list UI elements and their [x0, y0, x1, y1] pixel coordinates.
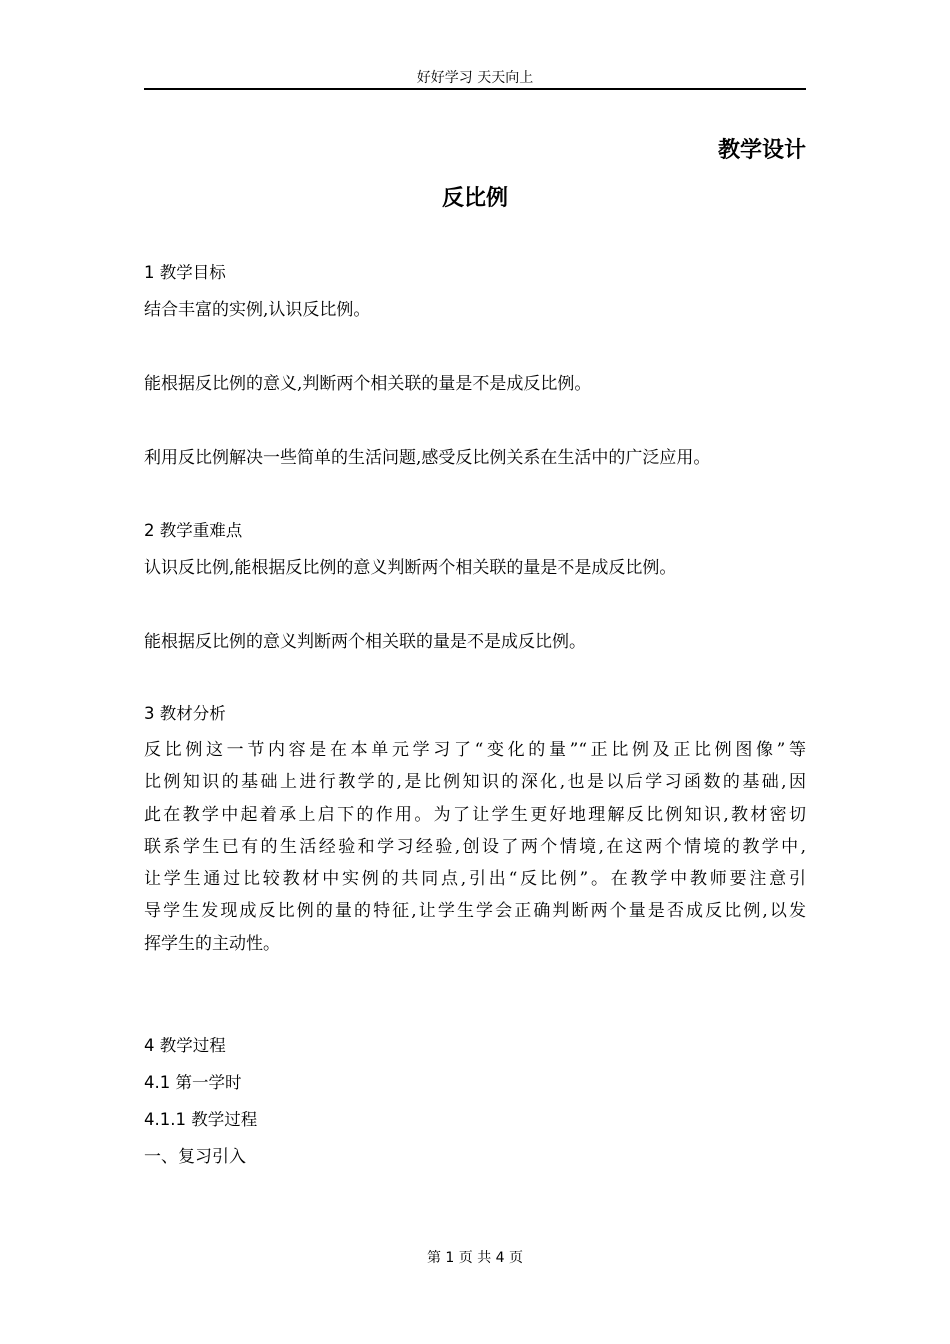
analysis-line: 联系学生已有的生活经验和学习经验,创设了两个情境,在这两个情境的教学中,	[144, 836, 806, 857]
subsection-heading-process: 4.1.1 教学过程	[144, 1110, 258, 1129]
analysis-line: 反比例这一节内容是在本单元学习了“变化的量”“正比例及正比例图像”等	[144, 740, 806, 760]
analysis-line: 比例知识的基础上进行教学的,是比例知识的深化,也是以后学习函数的基础,因	[144, 772, 806, 793]
goal-item: 能根据反比例的意义,判断两个相关联的量是不是成反比例。	[144, 374, 592, 394]
key-point-item: 认识反比例,能根据反比例的意义判断两个相关联的量是不是成反比例。	[144, 558, 677, 578]
page-number-footer: 第 1 页 共 4 页	[426, 1250, 524, 1266]
key-point-item: 能根据反比例的意义判断两个相关联的量是不是成反比例。	[144, 632, 586, 652]
header-rule	[144, 88, 806, 90]
analysis-line: 导学生发现成反比例的量的特征,让学生学会正确判断两个量是否成反比例,以发	[144, 901, 806, 922]
document-title: 反比例	[441, 186, 508, 211]
section-heading-key-points: 2 教学重难点	[144, 521, 243, 540]
page-header-text: 好好学习 天天向上	[416, 70, 534, 86]
analysis-line: 让学生通过比较教材中实例的共同点,引出“反比例”。在教学中教师要注意引	[144, 869, 806, 890]
analysis-line: 挥学生的主动性。	[144, 933, 280, 954]
subsection-heading-lesson-1: 4.1 第一学时	[144, 1073, 242, 1092]
section-heading-goals: 1 教学目标	[144, 263, 226, 282]
process-step-heading: 一、复习引入	[144, 1147, 246, 1167]
analysis-line: 此在教学中起着承上启下的作用。为了让学生更好地理解反比例知识,教材密切	[144, 804, 806, 825]
document-type-label: 教学设计	[717, 138, 806, 163]
goal-item: 利用反比例解决一些简单的生活问题,感受反比例关系在生活中的广泛应用。	[144, 448, 711, 468]
goal-item: 结合丰富的实例,认识反比例。	[144, 300, 371, 320]
section-heading-process: 4 教学过程	[144, 1036, 226, 1055]
section-heading-analysis: 3 教材分析	[144, 704, 226, 723]
analysis-paragraph	[144, 734, 806, 960]
